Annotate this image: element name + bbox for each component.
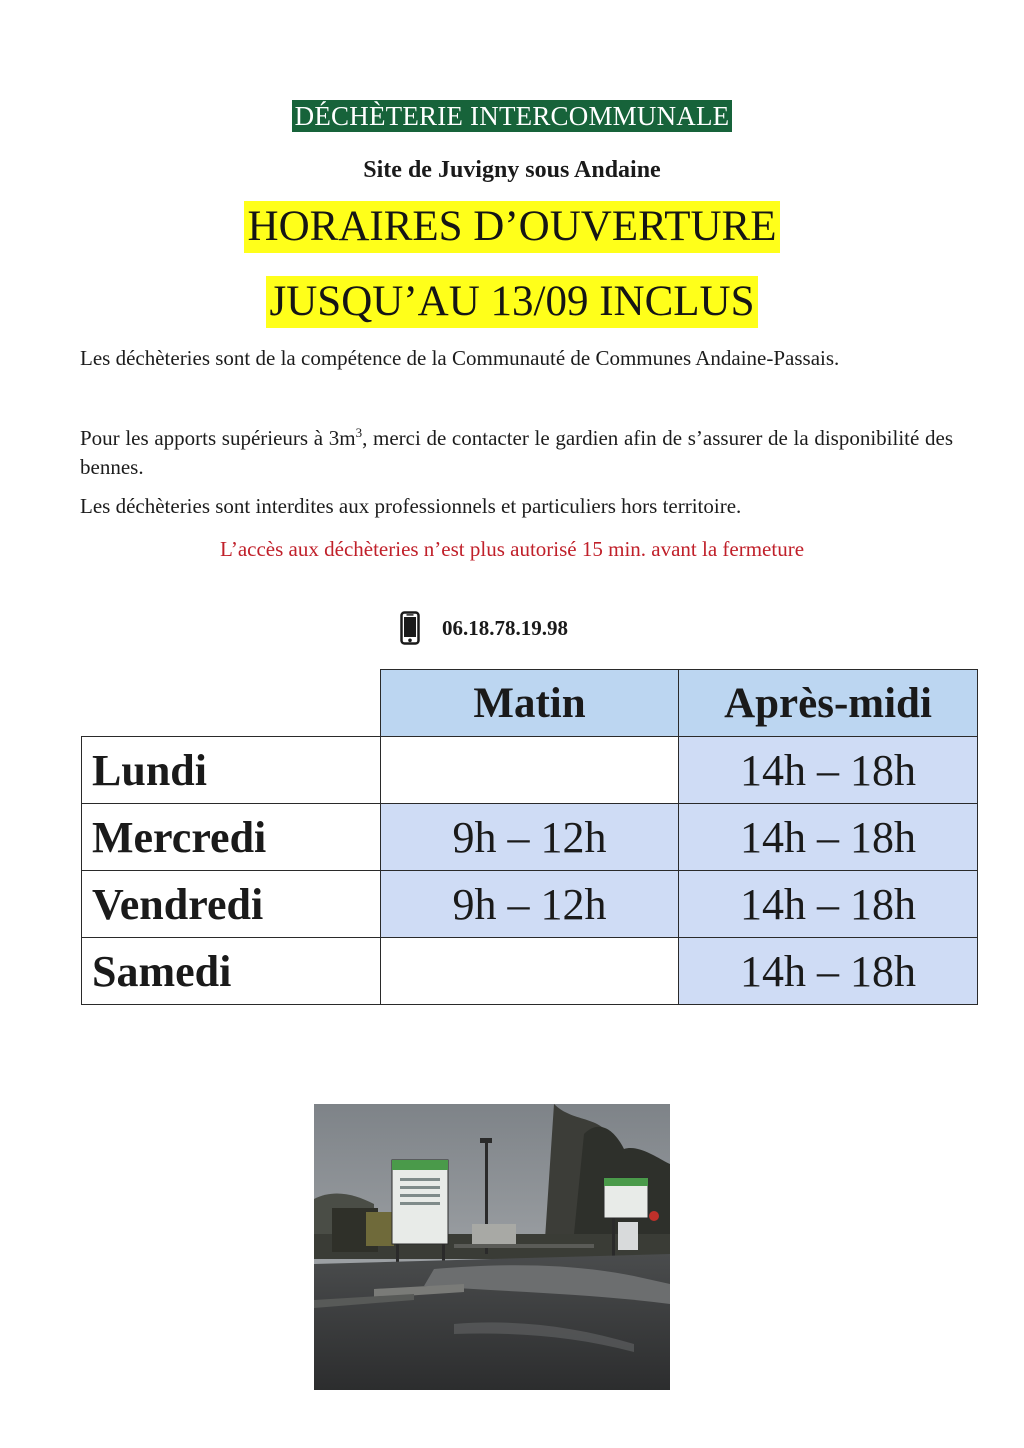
paragraph-apports	[80, 418, 953, 482]
site-photo	[314, 1104, 670, 1390]
column-header-morning: Matin	[381, 670, 679, 737]
schedule-header-row	[82, 670, 978, 737]
column-header-afternoon: Après-midi	[679, 670, 978, 737]
title-line-2	[0, 276, 1024, 328]
day-label: Lundi	[82, 737, 381, 804]
banner-heading	[0, 100, 1024, 132]
afternoon-hours: 14h – 18h	[679, 871, 978, 938]
morning-hours: 9h – 12h	[381, 871, 679, 938]
title-line-1	[0, 201, 1024, 253]
banner-text: DÉCHÈTERIE INTERCOMMUNALE	[292, 100, 733, 132]
day-label: Samedi	[82, 938, 381, 1005]
phone-number: 06.18.78.19.98	[442, 616, 568, 640]
title-line-1-text: HORAIRES D’OUVERTURE	[244, 201, 781, 253]
paragraph-interdiction: Les déchèteries sont interdites aux professionnels et particuliers hors territoire.	[80, 494, 742, 518]
schedule-table	[81, 669, 978, 1005]
table-row	[82, 871, 978, 938]
morning-hours: 9h – 12h	[381, 804, 679, 871]
table-row	[82, 737, 978, 804]
phone-contact	[400, 610, 568, 646]
title-line-2-text: JUSQU’AU 13/09 INCLUS	[266, 276, 759, 328]
day-label: Vendredi	[82, 871, 381, 938]
table-row	[82, 938, 978, 1005]
schedule-corner-cell	[82, 670, 381, 737]
afternoon-hours: 14h – 18h	[679, 804, 978, 871]
mobile-phone-icon	[400, 611, 420, 645]
day-label: Mercredi	[82, 804, 381, 871]
morning-hours	[381, 938, 679, 1005]
afternoon-hours: 14h – 18h	[679, 737, 978, 804]
afternoon-hours: 14h – 18h	[679, 938, 978, 1005]
site-name: Site de Juvigny sous Andaine	[363, 157, 661, 183]
morning-hours	[381, 737, 679, 804]
cubic-superscript: 3	[355, 425, 363, 440]
paragraph-competence: Les déchèteries sont de la compétence de la Communauté de Communes Andaine-Passais.	[80, 346, 840, 370]
waste-site-photo-illustration	[314, 1104, 670, 1390]
paragraph-apports-end: , merci de contacter le gardien afin de s’assurer de la disponibilité des bennes.	[80, 426, 953, 479]
table-row	[82, 804, 978, 871]
paragraph-apports-start: Pour les apports supérieurs à 3m	[80, 426, 356, 450]
closing-warning: L’accès aux déchèteries n’est plus autorisé 15 min. avant la fermeture	[219, 537, 805, 561]
